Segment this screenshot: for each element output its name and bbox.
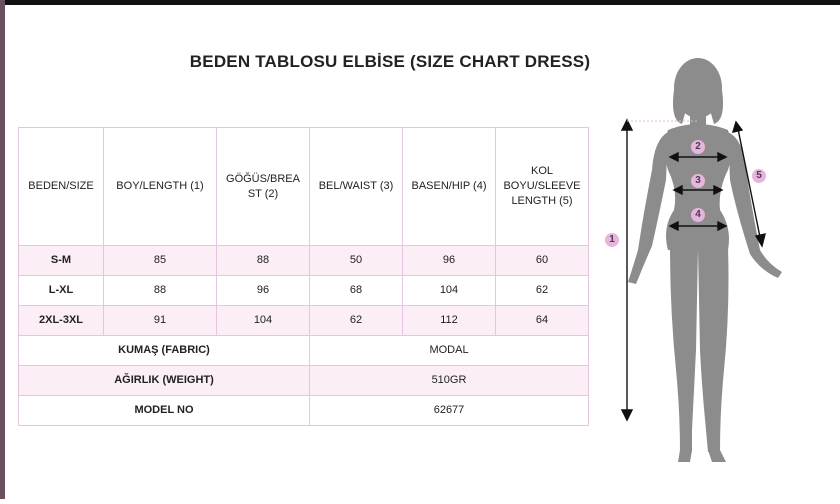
table-row <box>19 276 589 306</box>
cell-size: L-XL <box>19 276 104 306</box>
weight-value: 510GR <box>310 366 589 396</box>
cell-hip: 96 <box>403 246 496 276</box>
marker-length: 1 <box>605 233 619 247</box>
info-row-weight <box>19 366 589 396</box>
cell-length: 85 <box>104 246 217 276</box>
header-size: BEDEN/SIZE <box>19 128 104 246</box>
marker-waist: 3 <box>691 174 705 188</box>
header-length: BOY/LENGTH (1) <box>104 128 217 246</box>
cell-waist: 62 <box>310 306 403 336</box>
cell-breast: 104 <box>217 306 310 336</box>
marker-sleeve: 5 <box>752 169 766 183</box>
model-label: MODEL NO <box>19 396 310 426</box>
measurement-figure <box>600 50 840 499</box>
cell-waist: 50 <box>310 246 403 276</box>
cell-hip: 112 <box>403 306 496 336</box>
cell-breast: 96 <box>217 276 310 306</box>
cell-sleeve: 60 <box>496 246 589 276</box>
cell-breast: 88 <box>217 246 310 276</box>
size-chart-table <box>18 127 589 426</box>
fabric-value: MODAL <box>310 336 589 366</box>
header-sleeve: KOL BOYU/SLEEVE LENGTH (5) <box>496 128 589 246</box>
table-header-row <box>19 128 589 246</box>
cell-hip: 104 <box>403 276 496 306</box>
marker-hip: 4 <box>691 208 705 222</box>
cell-waist: 68 <box>310 276 403 306</box>
header-waist: BEL/WAIST (3) <box>310 128 403 246</box>
cell-sleeve: 64 <box>496 306 589 336</box>
header-hip: BASEN/HIP (4) <box>403 128 496 246</box>
weight-label: AĞIRLIK (WEIGHT) <box>19 366 310 396</box>
cell-length: 91 <box>104 306 217 336</box>
model-value: 62677 <box>310 396 589 426</box>
top-border <box>0 0 840 5</box>
body-silhouette-icon <box>600 50 840 499</box>
fabric-label: KUMAŞ (FABRIC) <box>19 336 310 366</box>
info-row-model <box>19 396 589 426</box>
header-breast: GÖĞÜS/BREA ST (2) <box>217 128 310 246</box>
cell-length: 88 <box>104 276 217 306</box>
table-row <box>19 306 589 336</box>
marker-breast: 2 <box>691 140 705 154</box>
cell-size: 2XL-3XL <box>19 306 104 336</box>
page-title: BEDEN TABLOSU ELBİSE (SIZE CHART DRESS) <box>189 52 591 71</box>
cell-size: S-M <box>19 246 104 276</box>
cell-sleeve: 62 <box>496 276 589 306</box>
left-border <box>0 0 5 499</box>
info-row-fabric <box>19 336 589 366</box>
table-row <box>19 246 589 276</box>
